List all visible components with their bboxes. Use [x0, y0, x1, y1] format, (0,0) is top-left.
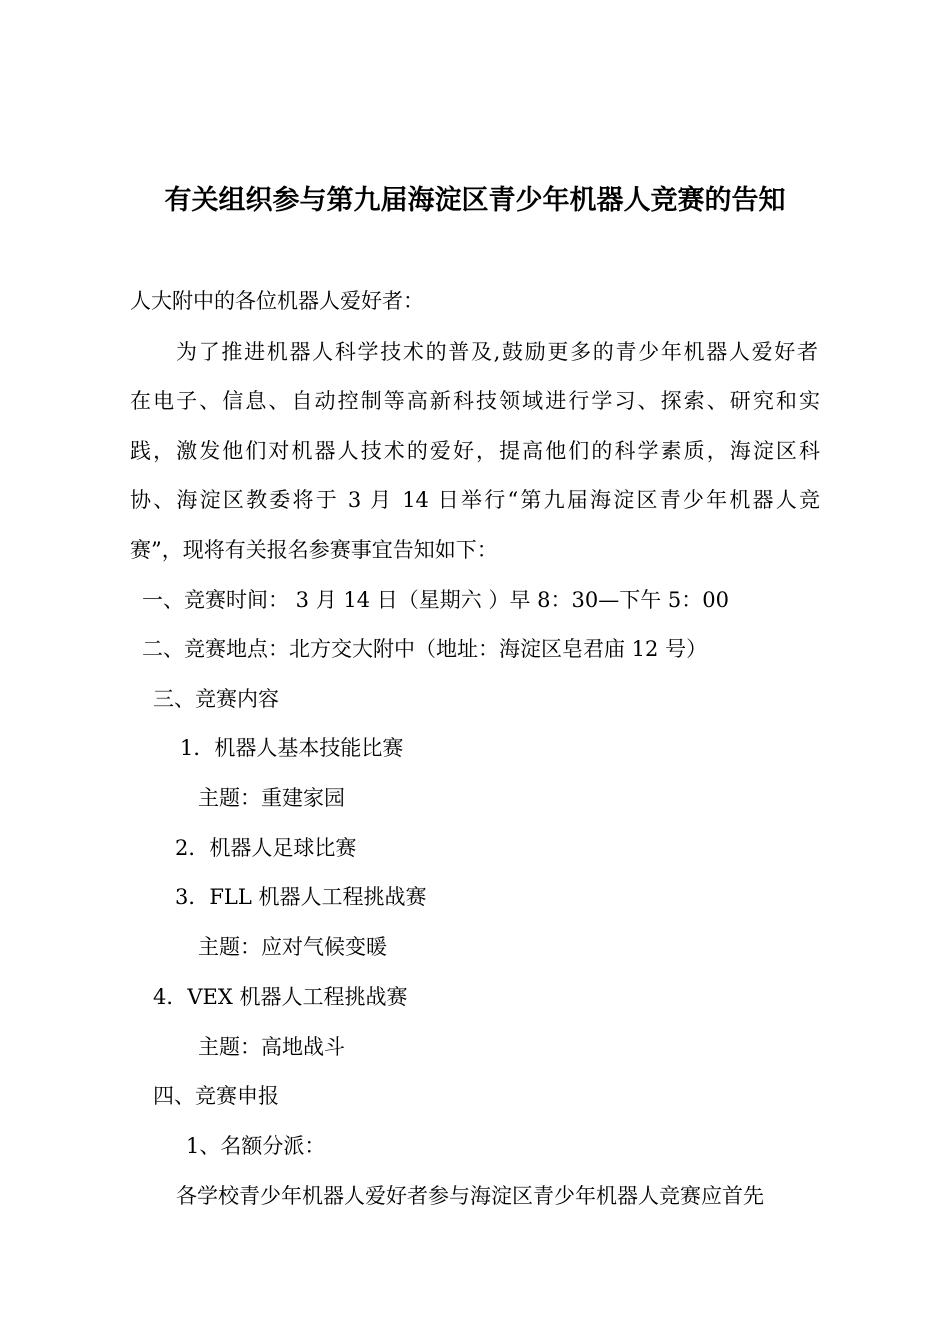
intro-line-2: 在电子、信息、自动控制等高新科技领域进行学习、探索、研究和实	[130, 389, 820, 413]
intro-line-1: 为了推进机器人科学技术的普及,鼓励更多的青少年机器人爱好者	[176, 340, 818, 364]
intro-line-4: 协、海淀区教委将于 3 月 14 日举行“第九届海淀区青少年机器人竞	[130, 488, 820, 512]
intro-line-5: 赛”，现将有关报名参赛事宜告知如下：	[130, 538, 498, 562]
content-item-1-theme: 主题：重建家园	[198, 786, 345, 810]
content-item-2: 2．机器人足球比赛	[175, 836, 357, 860]
content-item-3-theme: 主题：应对气候变暖	[198, 935, 387, 959]
section-competition-registration: 四、竞赛申报	[153, 1084, 279, 1108]
content-item-4: 4．VEX 机器人工程挑战赛	[153, 985, 408, 1009]
intro-line-3: 践，激发他们对机器人技术的爱好，提高他们的科学素质，海淀区科	[130, 439, 820, 463]
sub-quota-allocation: 1、名额分派：	[186, 1134, 326, 1158]
content-item-3: 3．FLL 机器人工程挑战赛	[175, 885, 427, 909]
content-item-1: 1．机器人基本技能比赛	[180, 736, 404, 760]
salutation: 人大附中的各位机器人爱好者：	[130, 289, 424, 313]
section-competition-venue: 二、竞赛地点：北方交大附中（地址：海淀区皂君庙 12 号）	[142, 637, 708, 661]
content-item-4-theme: 主题：高地战斗	[198, 1035, 345, 1059]
document-title: 有关组织参与第九届海淀区青少年机器人竞赛的告知	[164, 185, 786, 216]
closing-line: 各学校青少年机器人爱好者参与海淀区青少年机器人竞赛应首先	[176, 1184, 764, 1208]
section-competition-time: 一、竞赛时间： 3 月 14 日（星期六 ）早 8：30—下午 5：00	[142, 588, 729, 612]
section-competition-content: 三、竞赛内容	[153, 687, 279, 711]
